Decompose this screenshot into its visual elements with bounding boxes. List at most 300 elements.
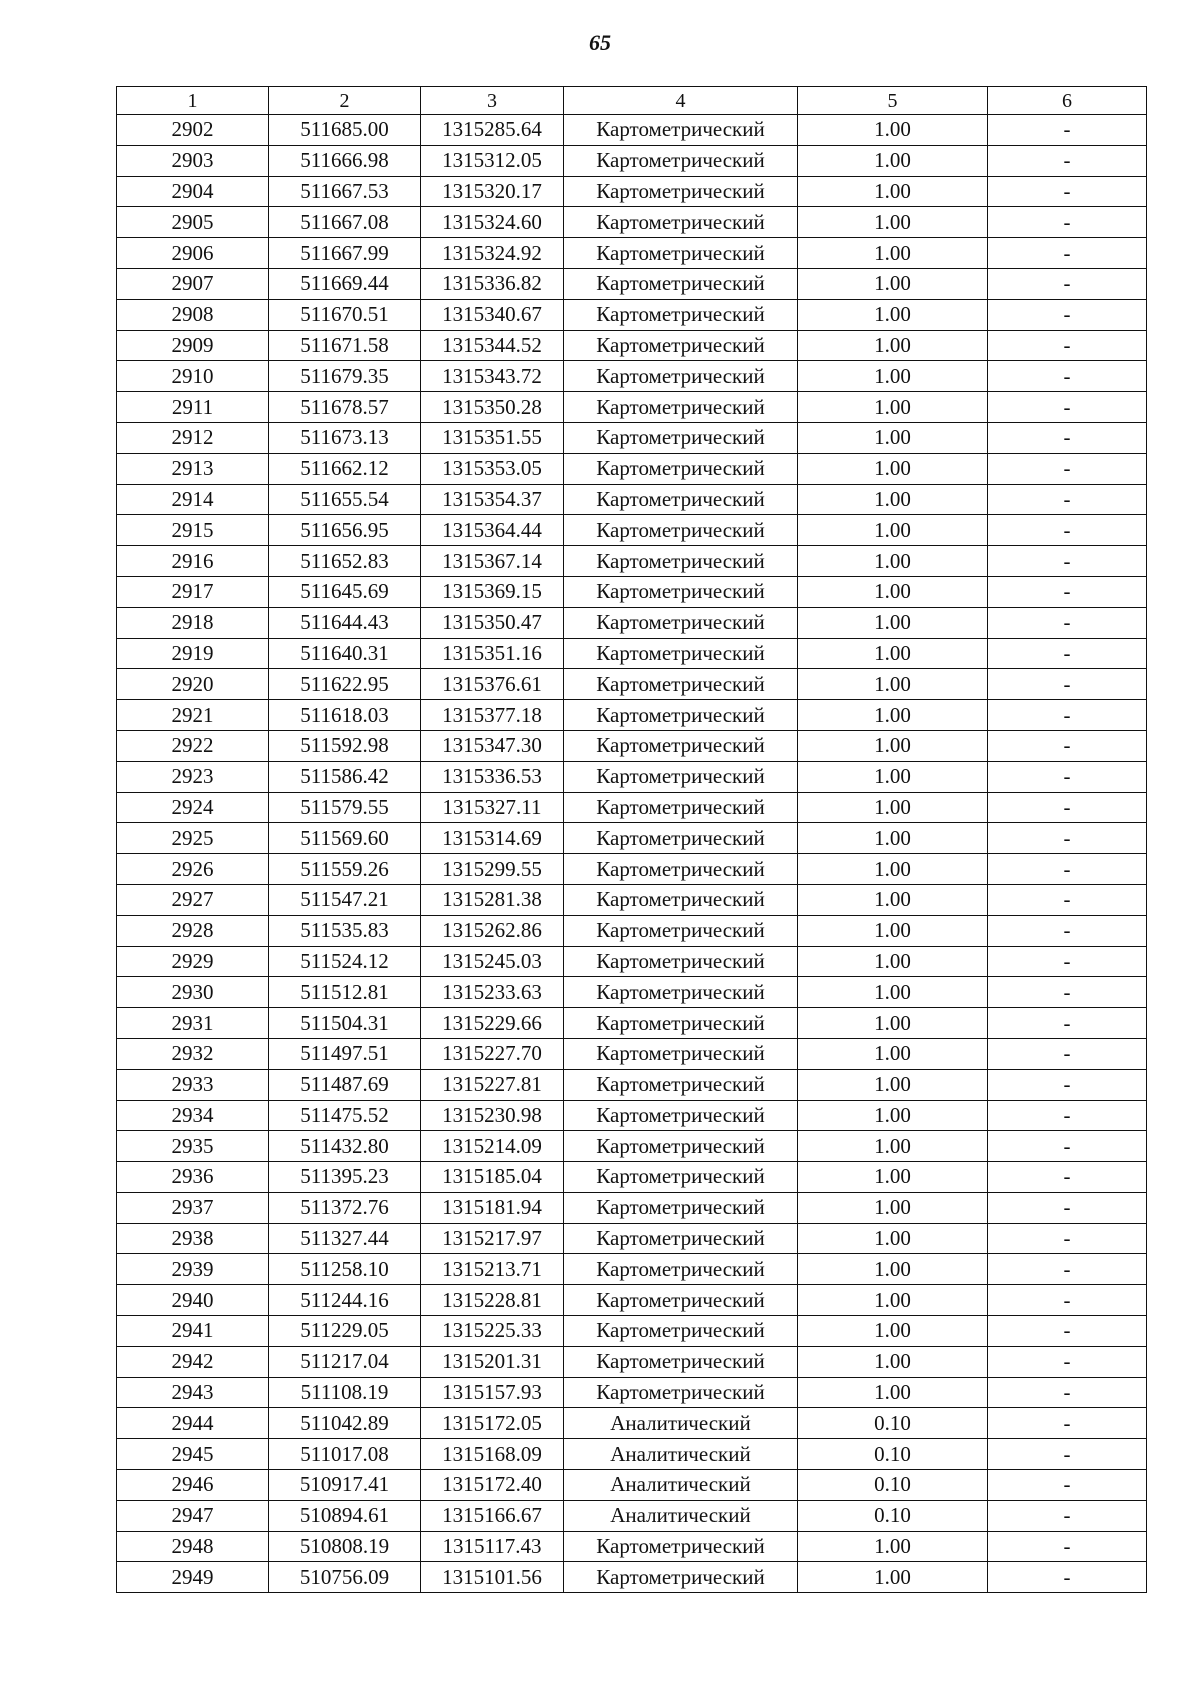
table-row (117, 515, 1147, 546)
cell-accuracy: 1.00 (798, 977, 988, 1008)
cell-note: - (988, 422, 1147, 453)
cell-point-number: 2928 (117, 915, 269, 946)
cell-note: - (988, 1562, 1147, 1593)
cell-coordinate-x: 511655.54 (269, 484, 421, 515)
cell-method: Картометрический (564, 915, 798, 946)
cell-coordinate-y: 1315347.30 (421, 730, 564, 761)
cell-coordinate-x: 511670.51 (269, 299, 421, 330)
cell-coordinate-y: 1315312.05 (421, 145, 564, 176)
table-row (117, 176, 1147, 207)
cell-accuracy: 1.00 (798, 638, 988, 669)
cell-note: - (988, 1285, 1147, 1316)
cell-point-number: 2946 (117, 1470, 269, 1501)
cell-point-number: 2905 (117, 207, 269, 238)
table-row (117, 946, 1147, 977)
table-row (117, 484, 1147, 515)
cell-method: Картометрический (564, 576, 798, 607)
cell-coordinate-y: 1315230.98 (421, 1100, 564, 1131)
cell-coordinate-x: 511475.52 (269, 1100, 421, 1131)
cell-coordinate-x: 511504.31 (269, 1008, 421, 1039)
cell-accuracy: 1.00 (798, 576, 988, 607)
cell-accuracy: 0.10 (798, 1439, 988, 1470)
table-row (117, 1470, 1147, 1501)
cell-method: Картометрический (564, 823, 798, 854)
cell-accuracy: 1.00 (798, 115, 988, 146)
cell-note: - (988, 854, 1147, 885)
cell-point-number: 2906 (117, 238, 269, 269)
cell-point-number: 2933 (117, 1069, 269, 1100)
cell-accuracy: 1.00 (798, 1131, 988, 1162)
cell-note: - (988, 946, 1147, 977)
cell-point-number: 2949 (117, 1562, 269, 1593)
cell-method: Картометрический (564, 761, 798, 792)
table-row (117, 1346, 1147, 1377)
cell-coordinate-x: 511622.95 (269, 669, 421, 700)
cell-coordinate-y: 1315117.43 (421, 1531, 564, 1562)
cell-coordinate-x: 511217.04 (269, 1346, 421, 1377)
cell-coordinate-x: 511667.08 (269, 207, 421, 238)
cell-note: - (988, 1223, 1147, 1254)
cell-point-number: 2944 (117, 1408, 269, 1439)
cell-coordinate-x: 511671.58 (269, 330, 421, 361)
cell-point-number: 2931 (117, 1008, 269, 1039)
cell-coordinate-x: 511017.08 (269, 1439, 421, 1470)
cell-coordinate-y: 1315351.55 (421, 422, 564, 453)
cell-coordinate-x: 511640.31 (269, 638, 421, 669)
header-row (117, 87, 1147, 115)
cell-coordinate-x: 511645.69 (269, 576, 421, 607)
cell-coordinate-y: 1315172.40 (421, 1470, 564, 1501)
table-row (117, 145, 1147, 176)
cell-point-number: 2910 (117, 361, 269, 392)
table-row (117, 1316, 1147, 1347)
column-header-5: 5 (798, 87, 988, 115)
cell-coordinate-y: 1315324.60 (421, 207, 564, 238)
cell-point-number: 2940 (117, 1285, 269, 1316)
cell-method: Аналитический (564, 1439, 798, 1470)
cell-note: - (988, 730, 1147, 761)
cell-accuracy: 1.00 (798, 1162, 988, 1193)
cell-coordinate-x: 511569.60 (269, 823, 421, 854)
cell-point-number: 2907 (117, 268, 269, 299)
cell-note: - (988, 361, 1147, 392)
cell-note: - (988, 1531, 1147, 1562)
cell-accuracy: 1.00 (798, 1531, 988, 1562)
cell-accuracy: 0.10 (798, 1470, 988, 1501)
cell-note: - (988, 207, 1147, 238)
cell-note: - (988, 1500, 1147, 1531)
cell-coordinate-x: 511656.95 (269, 515, 421, 546)
cell-coordinate-x: 511327.44 (269, 1223, 421, 1254)
cell-note: - (988, 1377, 1147, 1408)
cell-coordinate-y: 1315340.67 (421, 299, 564, 330)
table-row (117, 854, 1147, 885)
table-row (117, 1131, 1147, 1162)
table-row (117, 915, 1147, 946)
cell-coordinate-y: 1315181.94 (421, 1192, 564, 1223)
cell-accuracy: 1.00 (798, 1223, 988, 1254)
cell-note: - (988, 884, 1147, 915)
column-header-1: 1 (117, 87, 269, 115)
column-header-4: 4 (564, 87, 798, 115)
cell-point-number: 2936 (117, 1162, 269, 1193)
table-row (117, 730, 1147, 761)
cell-coordinate-y: 1315281.38 (421, 884, 564, 915)
cell-accuracy: 1.00 (798, 268, 988, 299)
cell-method: Картометрический (564, 1192, 798, 1223)
cell-coordinate-x: 511372.76 (269, 1192, 421, 1223)
cell-point-number: 2927 (117, 884, 269, 915)
cell-coordinate-x: 511592.98 (269, 730, 421, 761)
cell-point-number: 2943 (117, 1377, 269, 1408)
table-row (117, 823, 1147, 854)
cell-accuracy: 1.00 (798, 176, 988, 207)
table-row (117, 392, 1147, 423)
cell-coordinate-y: 1315172.05 (421, 1408, 564, 1439)
cell-point-number: 2918 (117, 607, 269, 638)
cell-note: - (988, 453, 1147, 484)
cell-point-number: 2911 (117, 392, 269, 423)
table-row (117, 607, 1147, 638)
coordinates-table (116, 86, 1147, 1593)
cell-coordinate-y: 1315225.33 (421, 1316, 564, 1347)
cell-coordinate-x: 510894.61 (269, 1500, 421, 1531)
cell-point-number: 2948 (117, 1531, 269, 1562)
cell-point-number: 2941 (117, 1316, 269, 1347)
cell-accuracy: 1.00 (798, 1008, 988, 1039)
cell-coordinate-x: 511678.57 (269, 392, 421, 423)
cell-coordinate-x: 511395.23 (269, 1162, 421, 1193)
cell-coordinate-y: 1315364.44 (421, 515, 564, 546)
cell-method: Картометрический (564, 669, 798, 700)
cell-note: - (988, 1439, 1147, 1470)
page-number: 65 (589, 30, 611, 55)
cell-coordinate-y: 1315314.69 (421, 823, 564, 854)
cell-coordinate-y: 1315350.47 (421, 607, 564, 638)
cell-note: - (988, 977, 1147, 1008)
cell-point-number: 2929 (117, 946, 269, 977)
cell-coordinate-x: 511229.05 (269, 1316, 421, 1347)
cell-note: - (988, 915, 1147, 946)
cell-method: Картометрический (564, 884, 798, 915)
table-row (117, 1223, 1147, 1254)
cell-coordinate-y: 1315285.64 (421, 115, 564, 146)
cell-note: - (988, 607, 1147, 638)
cell-accuracy: 1.00 (798, 422, 988, 453)
table-row (117, 576, 1147, 607)
cell-method: Картометрический (564, 1100, 798, 1131)
table-row (117, 1531, 1147, 1562)
column-header-2: 2 (269, 87, 421, 115)
table-header (117, 87, 1147, 115)
table-row (117, 207, 1147, 238)
cell-note: - (988, 392, 1147, 423)
cell-coordinate-y: 1315320.17 (421, 176, 564, 207)
table-row (117, 1100, 1147, 1131)
cell-method: Картометрический (564, 1254, 798, 1285)
table-row (117, 1377, 1147, 1408)
cell-point-number: 2912 (117, 422, 269, 453)
table-row (117, 268, 1147, 299)
cell-method: Картометрический (564, 453, 798, 484)
cell-accuracy: 1.00 (798, 730, 988, 761)
cell-accuracy: 1.00 (798, 1285, 988, 1316)
cell-note: - (988, 268, 1147, 299)
cell-accuracy: 1.00 (798, 546, 988, 577)
table-row (117, 669, 1147, 700)
cell-method: Картометрический (564, 1131, 798, 1162)
cell-method: Картометрический (564, 546, 798, 577)
table-row (117, 761, 1147, 792)
cell-coordinate-x: 511524.12 (269, 946, 421, 977)
table-row (117, 330, 1147, 361)
cell-coordinate-x: 511667.99 (269, 238, 421, 269)
table-row (117, 1254, 1147, 1285)
cell-coordinate-y: 1315327.11 (421, 792, 564, 823)
cell-method: Картометрический (564, 207, 798, 238)
cell-method: Картометрический (564, 1069, 798, 1100)
cell-accuracy: 1.00 (798, 453, 988, 484)
cell-note: - (988, 1162, 1147, 1193)
cell-accuracy: 1.00 (798, 1069, 988, 1100)
cell-point-number: 2932 (117, 1038, 269, 1069)
cell-note: - (988, 1192, 1147, 1223)
cell-method: Аналитический (564, 1408, 798, 1439)
cell-coordinate-x: 511258.10 (269, 1254, 421, 1285)
cell-accuracy: 1.00 (798, 1346, 988, 1377)
table-row (117, 453, 1147, 484)
cell-point-number: 2924 (117, 792, 269, 823)
table-row (117, 1500, 1147, 1531)
cell-accuracy: 1.00 (798, 330, 988, 361)
cell-method: Картометрический (564, 607, 798, 638)
cell-note: - (988, 115, 1147, 146)
cell-note: - (988, 1346, 1147, 1377)
cell-point-number: 2935 (117, 1131, 269, 1162)
cell-coordinate-x: 511662.12 (269, 453, 421, 484)
cell-coordinate-y: 1315336.53 (421, 761, 564, 792)
cell-coordinate-y: 1315351.16 (421, 638, 564, 669)
cell-method: Картометрический (564, 792, 798, 823)
cell-accuracy: 1.00 (798, 915, 988, 946)
table-row (117, 1162, 1147, 1193)
cell-coordinate-x: 511244.16 (269, 1285, 421, 1316)
cell-coordinate-y: 1315166.67 (421, 1500, 564, 1531)
cell-note: - (988, 638, 1147, 669)
table-row (117, 1192, 1147, 1223)
table-row (117, 422, 1147, 453)
cell-method: Картометрический (564, 299, 798, 330)
cell-accuracy: 1.00 (798, 854, 988, 885)
cell-coordinate-x: 511042.89 (269, 1408, 421, 1439)
cell-coordinate-y: 1315343.72 (421, 361, 564, 392)
cell-coordinate-y: 1315245.03 (421, 946, 564, 977)
cell-coordinate-x: 511108.19 (269, 1377, 421, 1408)
cell-note: - (988, 515, 1147, 546)
cell-coordinate-y: 1315217.97 (421, 1223, 564, 1254)
cell-method: Аналитический (564, 1500, 798, 1531)
cell-accuracy: 1.00 (798, 207, 988, 238)
cell-coordinate-y: 1315157.93 (421, 1377, 564, 1408)
cell-coordinate-y: 1315233.63 (421, 977, 564, 1008)
cell-accuracy: 1.00 (798, 1562, 988, 1593)
cell-coordinate-x: 511432.80 (269, 1131, 421, 1162)
table-row (117, 700, 1147, 731)
table-row (117, 361, 1147, 392)
table-row (117, 977, 1147, 1008)
cell-coordinate-x: 510808.19 (269, 1531, 421, 1562)
cell-coordinate-y: 1315367.14 (421, 546, 564, 577)
cell-note: - (988, 1008, 1147, 1039)
cell-accuracy: 1.00 (798, 515, 988, 546)
cell-method: Картометрический (564, 1531, 798, 1562)
cell-note: - (988, 792, 1147, 823)
cell-method: Картометрический (564, 1223, 798, 1254)
cell-note: - (988, 176, 1147, 207)
table-body (117, 115, 1147, 1593)
cell-point-number: 2934 (117, 1100, 269, 1131)
cell-coordinate-x: 511579.55 (269, 792, 421, 823)
cell-point-number: 2913 (117, 453, 269, 484)
cell-note: - (988, 823, 1147, 854)
cell-coordinate-y: 1315376.61 (421, 669, 564, 700)
cell-coordinate-y: 1315168.09 (421, 1439, 564, 1470)
cell-accuracy: 1.00 (798, 1192, 988, 1223)
table-row (117, 1408, 1147, 1439)
cell-method: Картометрический (564, 730, 798, 761)
cell-point-number: 2908 (117, 299, 269, 330)
cell-coordinate-x: 510756.09 (269, 1562, 421, 1593)
table-row (117, 1439, 1147, 1470)
cell-method: Картометрический (564, 1316, 798, 1347)
cell-method: Картометрический (564, 484, 798, 515)
cell-coordinate-y: 1315299.55 (421, 854, 564, 885)
column-header-6: 6 (988, 87, 1147, 115)
table-row (117, 115, 1147, 146)
cell-note: - (988, 330, 1147, 361)
cell-accuracy: 1.00 (798, 761, 988, 792)
cell-note: - (988, 700, 1147, 731)
cell-accuracy: 1.00 (798, 392, 988, 423)
cell-note: - (988, 238, 1147, 269)
cell-coordinate-x: 511685.00 (269, 115, 421, 146)
cell-accuracy: 1.00 (798, 607, 988, 638)
table-row (117, 546, 1147, 577)
cell-note: - (988, 1316, 1147, 1347)
cell-note: - (988, 1470, 1147, 1501)
cell-point-number: 2926 (117, 854, 269, 885)
cell-accuracy: 1.00 (798, 946, 988, 977)
cell-method: Картометрический (564, 115, 798, 146)
cell-coordinate-x: 511535.83 (269, 915, 421, 946)
cell-coordinate-x: 511673.13 (269, 422, 421, 453)
cell-method: Картометрический (564, 176, 798, 207)
cell-method: Картометрический (564, 330, 798, 361)
cell-coordinate-x: 511487.69 (269, 1069, 421, 1100)
cell-coordinate-y: 1315344.52 (421, 330, 564, 361)
table-row (117, 1069, 1147, 1100)
cell-method: Картометрический (564, 268, 798, 299)
cell-note: - (988, 145, 1147, 176)
cell-note: - (988, 1100, 1147, 1131)
cell-point-number: 2925 (117, 823, 269, 854)
cell-method: Аналитический (564, 1470, 798, 1501)
cell-point-number: 2904 (117, 176, 269, 207)
cell-accuracy: 1.00 (798, 1254, 988, 1285)
cell-coordinate-x: 511644.43 (269, 607, 421, 638)
cell-method: Картометрический (564, 515, 798, 546)
cell-coordinate-x: 511618.03 (269, 700, 421, 731)
table-row (117, 1285, 1147, 1316)
cell-coordinate-x: 511679.35 (269, 361, 421, 392)
cell-coordinate-y: 1315228.81 (421, 1285, 564, 1316)
cell-accuracy: 1.00 (798, 484, 988, 515)
cell-method: Картометрический (564, 638, 798, 669)
cell-point-number: 2947 (117, 1500, 269, 1531)
cell-accuracy: 1.00 (798, 884, 988, 915)
cell-method: Картометрический (564, 1562, 798, 1593)
cell-method: Картометрический (564, 422, 798, 453)
cell-note: - (988, 576, 1147, 607)
cell-coordinate-x: 510917.41 (269, 1470, 421, 1501)
cell-accuracy: 0.10 (798, 1408, 988, 1439)
cell-point-number: 2920 (117, 669, 269, 700)
table-row (117, 884, 1147, 915)
cell-point-number: 2902 (117, 115, 269, 146)
cell-point-number: 2938 (117, 1223, 269, 1254)
cell-method: Картометрический (564, 1285, 798, 1316)
cell-coordinate-x: 511667.53 (269, 176, 421, 207)
column-header-3: 3 (421, 87, 564, 115)
cell-note: - (988, 484, 1147, 515)
cell-point-number: 2923 (117, 761, 269, 792)
cell-accuracy: 1.00 (798, 299, 988, 330)
cell-coordinate-x: 511652.83 (269, 546, 421, 577)
table-row (117, 1008, 1147, 1039)
cell-coordinate-x: 511559.26 (269, 854, 421, 885)
cell-method: Картометрический (564, 1162, 798, 1193)
cell-note: - (988, 1038, 1147, 1069)
cell-accuracy: 0.10 (798, 1500, 988, 1531)
cell-note: - (988, 669, 1147, 700)
cell-note: - (988, 1254, 1147, 1285)
cell-accuracy: 1.00 (798, 361, 988, 392)
cell-point-number: 2915 (117, 515, 269, 546)
cell-accuracy: 1.00 (798, 1038, 988, 1069)
cell-accuracy: 1.00 (798, 1316, 988, 1347)
cell-coordinate-y: 1315336.82 (421, 268, 564, 299)
cell-coordinate-y: 1315185.04 (421, 1162, 564, 1193)
cell-coordinate-y: 1315377.18 (421, 700, 564, 731)
table-row (117, 1562, 1147, 1593)
cell-point-number: 2922 (117, 730, 269, 761)
cell-accuracy: 1.00 (798, 792, 988, 823)
cell-coordinate-x: 511666.98 (269, 145, 421, 176)
table-row (117, 1038, 1147, 1069)
cell-method: Картометрический (564, 946, 798, 977)
cell-accuracy: 1.00 (798, 823, 988, 854)
cell-accuracy: 1.00 (798, 700, 988, 731)
cell-method: Картометрический (564, 1008, 798, 1039)
cell-point-number: 2919 (117, 638, 269, 669)
cell-point-number: 2914 (117, 484, 269, 515)
cell-point-number: 2930 (117, 977, 269, 1008)
cell-coordinate-y: 1315213.71 (421, 1254, 564, 1285)
table-row (117, 238, 1147, 269)
cell-note: - (988, 1131, 1147, 1162)
cell-point-number: 2903 (117, 145, 269, 176)
cell-method: Картометрический (564, 361, 798, 392)
